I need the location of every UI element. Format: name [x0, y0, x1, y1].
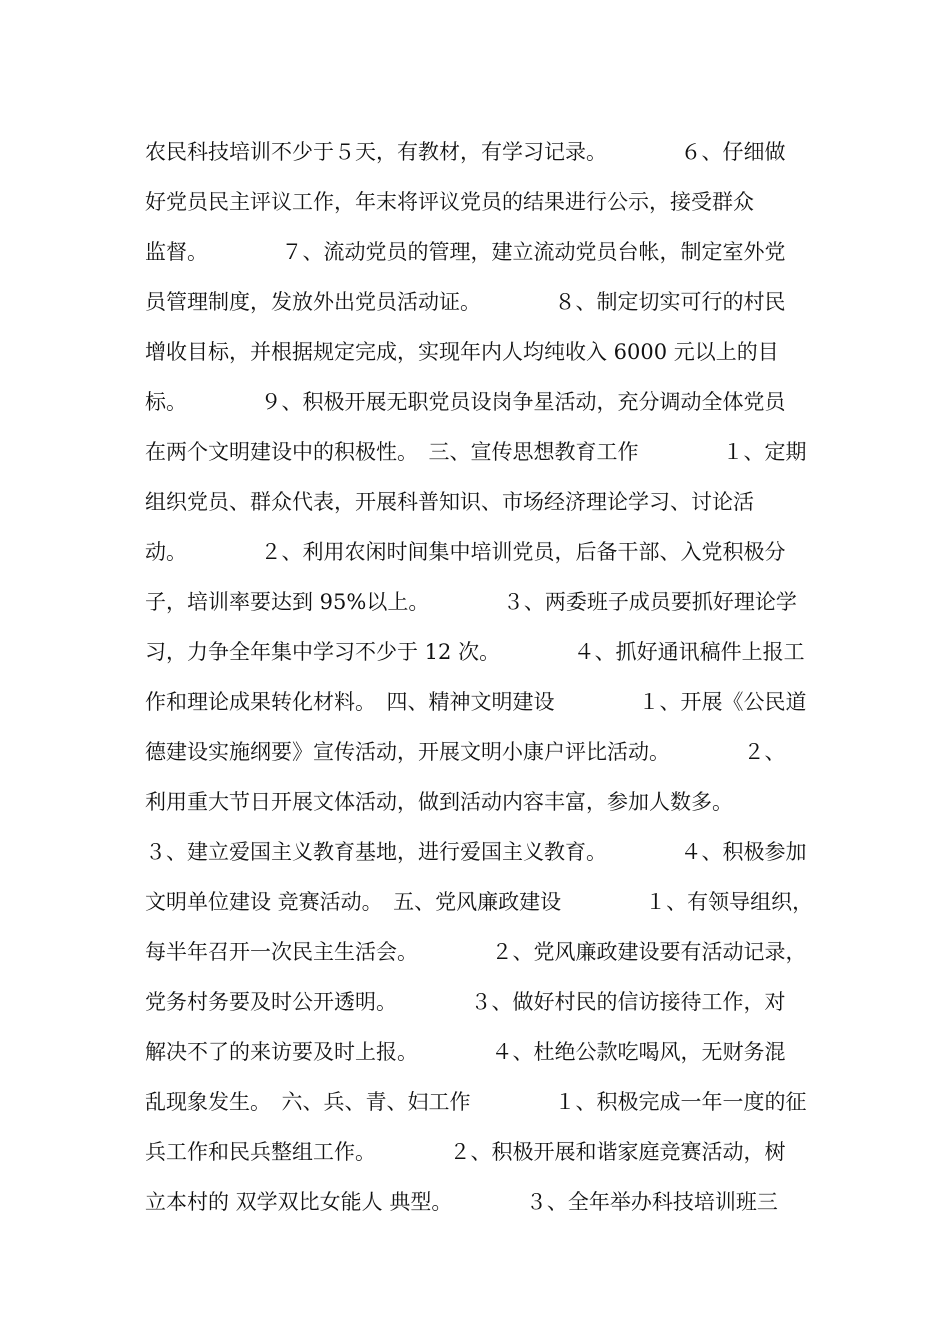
text-line: 解决不了的来访要及时上报。 ４、杜绝公款吃喝风，无财务混 [145, 1040, 786, 1064]
body-text [145, 130, 825, 1230]
text-line: 习，力争全年集中学习不少于 12 次。 ４、抓好通讯稿件上报工 [145, 640, 805, 664]
text-line: 好党员民主评议工作，年末将评议党员的结果进行公示，接受群众 [145, 190, 754, 214]
text-line: 标。 ９、积极开展无职党员设岗争星活动，充分调动全体党员 [145, 390, 786, 414]
text-line: 作和理论成果转化材料。 四、精神文明建设 １、开展《公民道 [145, 690, 807, 714]
text-line: 乱现象发生。 六、兵、青、妇工作 １、积极完成一年一度的征 [145, 1090, 807, 1114]
text-line: 德建设实施纲要》宣传活动，开展文明小康户评比活动。 ２、 [145, 740, 786, 764]
text-line: 利用重大节日开展文体活动，做到活动内容丰富，参加人数多。 [145, 790, 733, 814]
text-line: 农民科技培训不少于５天，有教材，有学习记录。 ６、仔细做 [145, 140, 786, 164]
text-line: 增收目标，并根据规定完成，实现年内人均纯收入 6000 元以上的目 [145, 340, 779, 364]
text-line: 每半年召开一次民主生活会。 ２、党风廉政建设要有活动记录， [145, 940, 807, 964]
text-line: 监督。 ７、流动党员的管理，建立流动党员台帐，制定室外党 [145, 240, 786, 264]
text-line: 兵工作和民兵整组工作。 ２、积极开展和谐家庭竞赛活动，树 [145, 1140, 786, 1164]
text-line: 动。 ２、利用农闲时间集中培训党员，后备干部、入党积极分 [145, 540, 786, 564]
text-line: 子，培训率要达到 95%以上。 ３、两委班子成员要抓好理论学 [145, 590, 797, 614]
text-line: ３、建立爱国主义教育基地，进行爱国主义教育。 ４、积极参加 [145, 840, 807, 864]
text-line: 党务村务要及时公开透明。 ３、做好村民的信访接待工作，对 [145, 990, 786, 1014]
text-line: 组织党员、群众代表，开展科普知识、市场经济理论学习、讨论活 [145, 490, 754, 514]
text-line: 员管理制度，发放外出党员活动证。 ８、制定切实可行的村民 [145, 290, 786, 314]
text-line: 文明单位建设 竞赛活动。 五、党风廉政建设 １、有领导组织， [145, 890, 814, 914]
text-line: 在两个文明建设中的积极性。 三、宣传思想教育工作 １、定期 [145, 440, 807, 464]
text-line: 立本村的 双学双比女能人 典型。 ３、全年举办科技培训班三 [145, 1190, 778, 1214]
